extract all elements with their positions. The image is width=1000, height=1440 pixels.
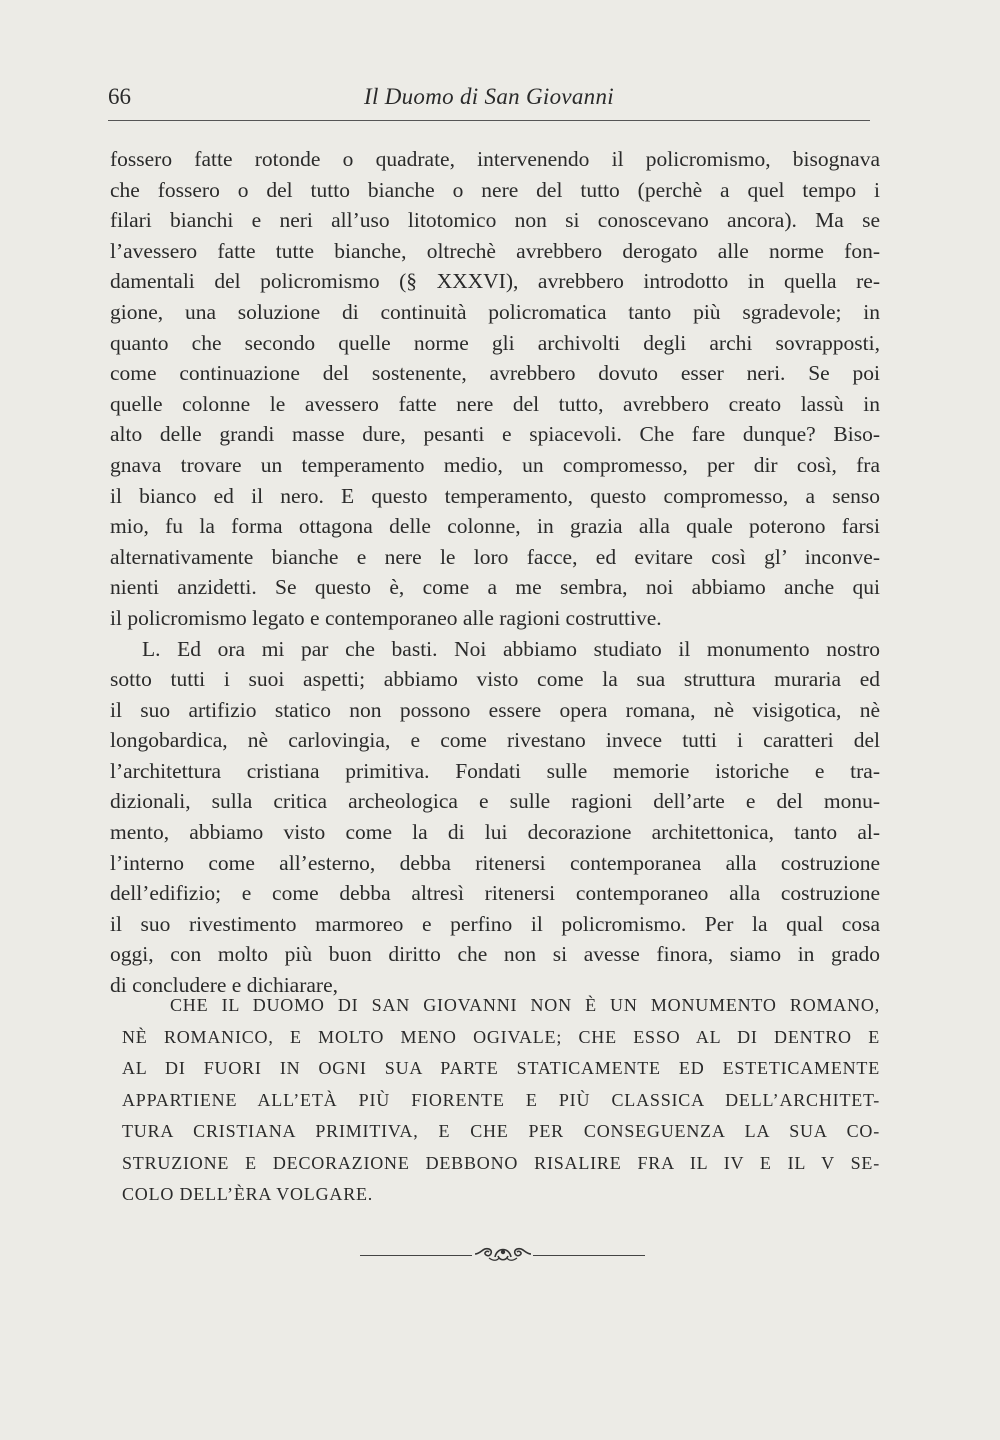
body-line: gnava trovare un temperamento medio, un compromesso, per dir così, fra bbox=[110, 452, 880, 477]
body-line: alternativamente bianche e nere le loro facce, ed evitare così gl’ inconve- bbox=[110, 544, 880, 569]
conclusion-line: STRUZIONE E DECORAZIONE DEBBONO RISALIRE FRA IL IV E IL V SE- bbox=[122, 1152, 880, 1173]
body-line: oggi, con molto più buon diritto che non si avesse finora, siamo in grado bbox=[110, 942, 880, 967]
paragraph-start-line: L. Ed ora mi par che basti. Noi abbiamo studiato il monumento nostro bbox=[142, 636, 880, 661]
body-line: il suo rivestimento marmoreo e perfino il policromismo. Per la qual cosa bbox=[110, 911, 880, 936]
body-text bbox=[110, 144, 880, 1001]
body-line: gione, una soluzione di continuità policromatica tanto più sgradevole; in bbox=[110, 299, 880, 324]
body-line: di concludere e dichiarare, bbox=[110, 973, 339, 998]
conclusion-line: AL DI FUORI IN OGNI SUA PARTE STATICAMENTE ED ESTETICAMENTE bbox=[122, 1058, 880, 1078]
page-number: 66 bbox=[108, 84, 131, 109]
conclusion-line: APPARTIENE ALL’ETÀ PIÙ FIORENTE E PIÙ CLASSICA DELL’ARCHITET- bbox=[122, 1089, 880, 1110]
body-line: quanto che secondo quelle norme gli archivolti degli archi sovrapposti, bbox=[110, 330, 880, 355]
body-line: sotto tutti i suoi aspetti; abbiamo visto come la sua struttura muraria ed bbox=[110, 667, 880, 692]
body-line: nienti anzidetti. Se questo è, come a me sembra, noi abbiamo anche qui bbox=[110, 575, 880, 600]
body-line: l’avessero fatte tutte bianche, oltrechè avrebbero derogato alle norme fon- bbox=[110, 238, 880, 263]
conclusion-line: TURA CRISTIANA PRIMITIVA, E CHE PER CONSEGUENZA LA SUA CO- bbox=[122, 1121, 880, 1141]
body-line: mento, abbiamo visto come la di lui decorazione architettonica, tanto al- bbox=[110, 820, 880, 845]
page-header bbox=[108, 84, 870, 118]
conclusion-statement bbox=[122, 990, 880, 1211]
body-line: dizionali, sulla critica archeologica e sulle ragioni dell’arte e del monu- bbox=[110, 789, 880, 814]
body-line: damentali del policromismo (§ XXXVI), avrebbero introdotto in quella re- bbox=[110, 269, 880, 294]
body-line: quelle colonne le avessero fatte nere del tutto, avrebbero creato lassù in bbox=[110, 391, 880, 416]
body-line: come continuazione del sostenente, avrebbero dovuto esser neri. Se poi bbox=[110, 361, 880, 386]
header-rule bbox=[108, 120, 870, 121]
ornament-rule-right bbox=[533, 1255, 645, 1256]
conclusion-line: NÈ ROMANICO, E MOLTO MENO OGIVALE; CHE ESSO AL DI DENTRO E bbox=[122, 1026, 880, 1047]
body-line: alto delle grandi masse dure, pesanti e spiacevoli. Che fare dunque? Biso- bbox=[110, 422, 880, 447]
end-ornament bbox=[360, 1243, 645, 1265]
body-line: il suo artifizio statico non possono essere opera romana, nè visigotica, nè bbox=[110, 697, 880, 722]
conclusion-line: CHE IL DUOMO DI SAN GIOVANNI NON È UN MONUMENTO ROMANO, bbox=[170, 995, 880, 1015]
running-title: Il Duomo di San Giovanni bbox=[364, 84, 614, 109]
body-line: l’architettura cristiana primitiva. Fondati sulle memorie istoriche e tra- bbox=[110, 758, 880, 783]
body-line: longobardica, nè carlovingia, e come rivestano invece tutti i caratteri del bbox=[110, 728, 880, 753]
body-line: il bianco ed il nero. E questo temperamento, questo compromesso, a senso bbox=[110, 483, 880, 508]
body-line: fossero fatte rotonde o quadrate, intervenendo il policromismo, bisognava bbox=[110, 147, 880, 171]
ornament-rule-left bbox=[360, 1255, 472, 1256]
body-line: che fossero o del tutto bianche o nere del tutto (perchè a quel tempo i bbox=[110, 177, 880, 202]
body-line: l’interno come all’esterno, debba ritenersi contemporanea alla costruzione bbox=[110, 850, 880, 875]
body-line: dell’edifizio; e come debba altresì ritenersi contemporaneo alla costruzione bbox=[110, 881, 880, 906]
body-line: filari bianchi e neri all’uso litotomico non si conoscevano ancora). Ma se bbox=[110, 208, 880, 233]
fleuron-ornament-icon bbox=[473, 1243, 533, 1265]
body-line: il policromismo legato e contemporaneo alle ragioni costruttive. bbox=[110, 605, 662, 630]
conclusion-line: COLO DELL’ÈRA VOLGARE. bbox=[122, 1184, 374, 1204]
body-line: mio, fu la forma ottagona delle colonne, in grazia alla quale poterono farsi bbox=[110, 514, 880, 539]
